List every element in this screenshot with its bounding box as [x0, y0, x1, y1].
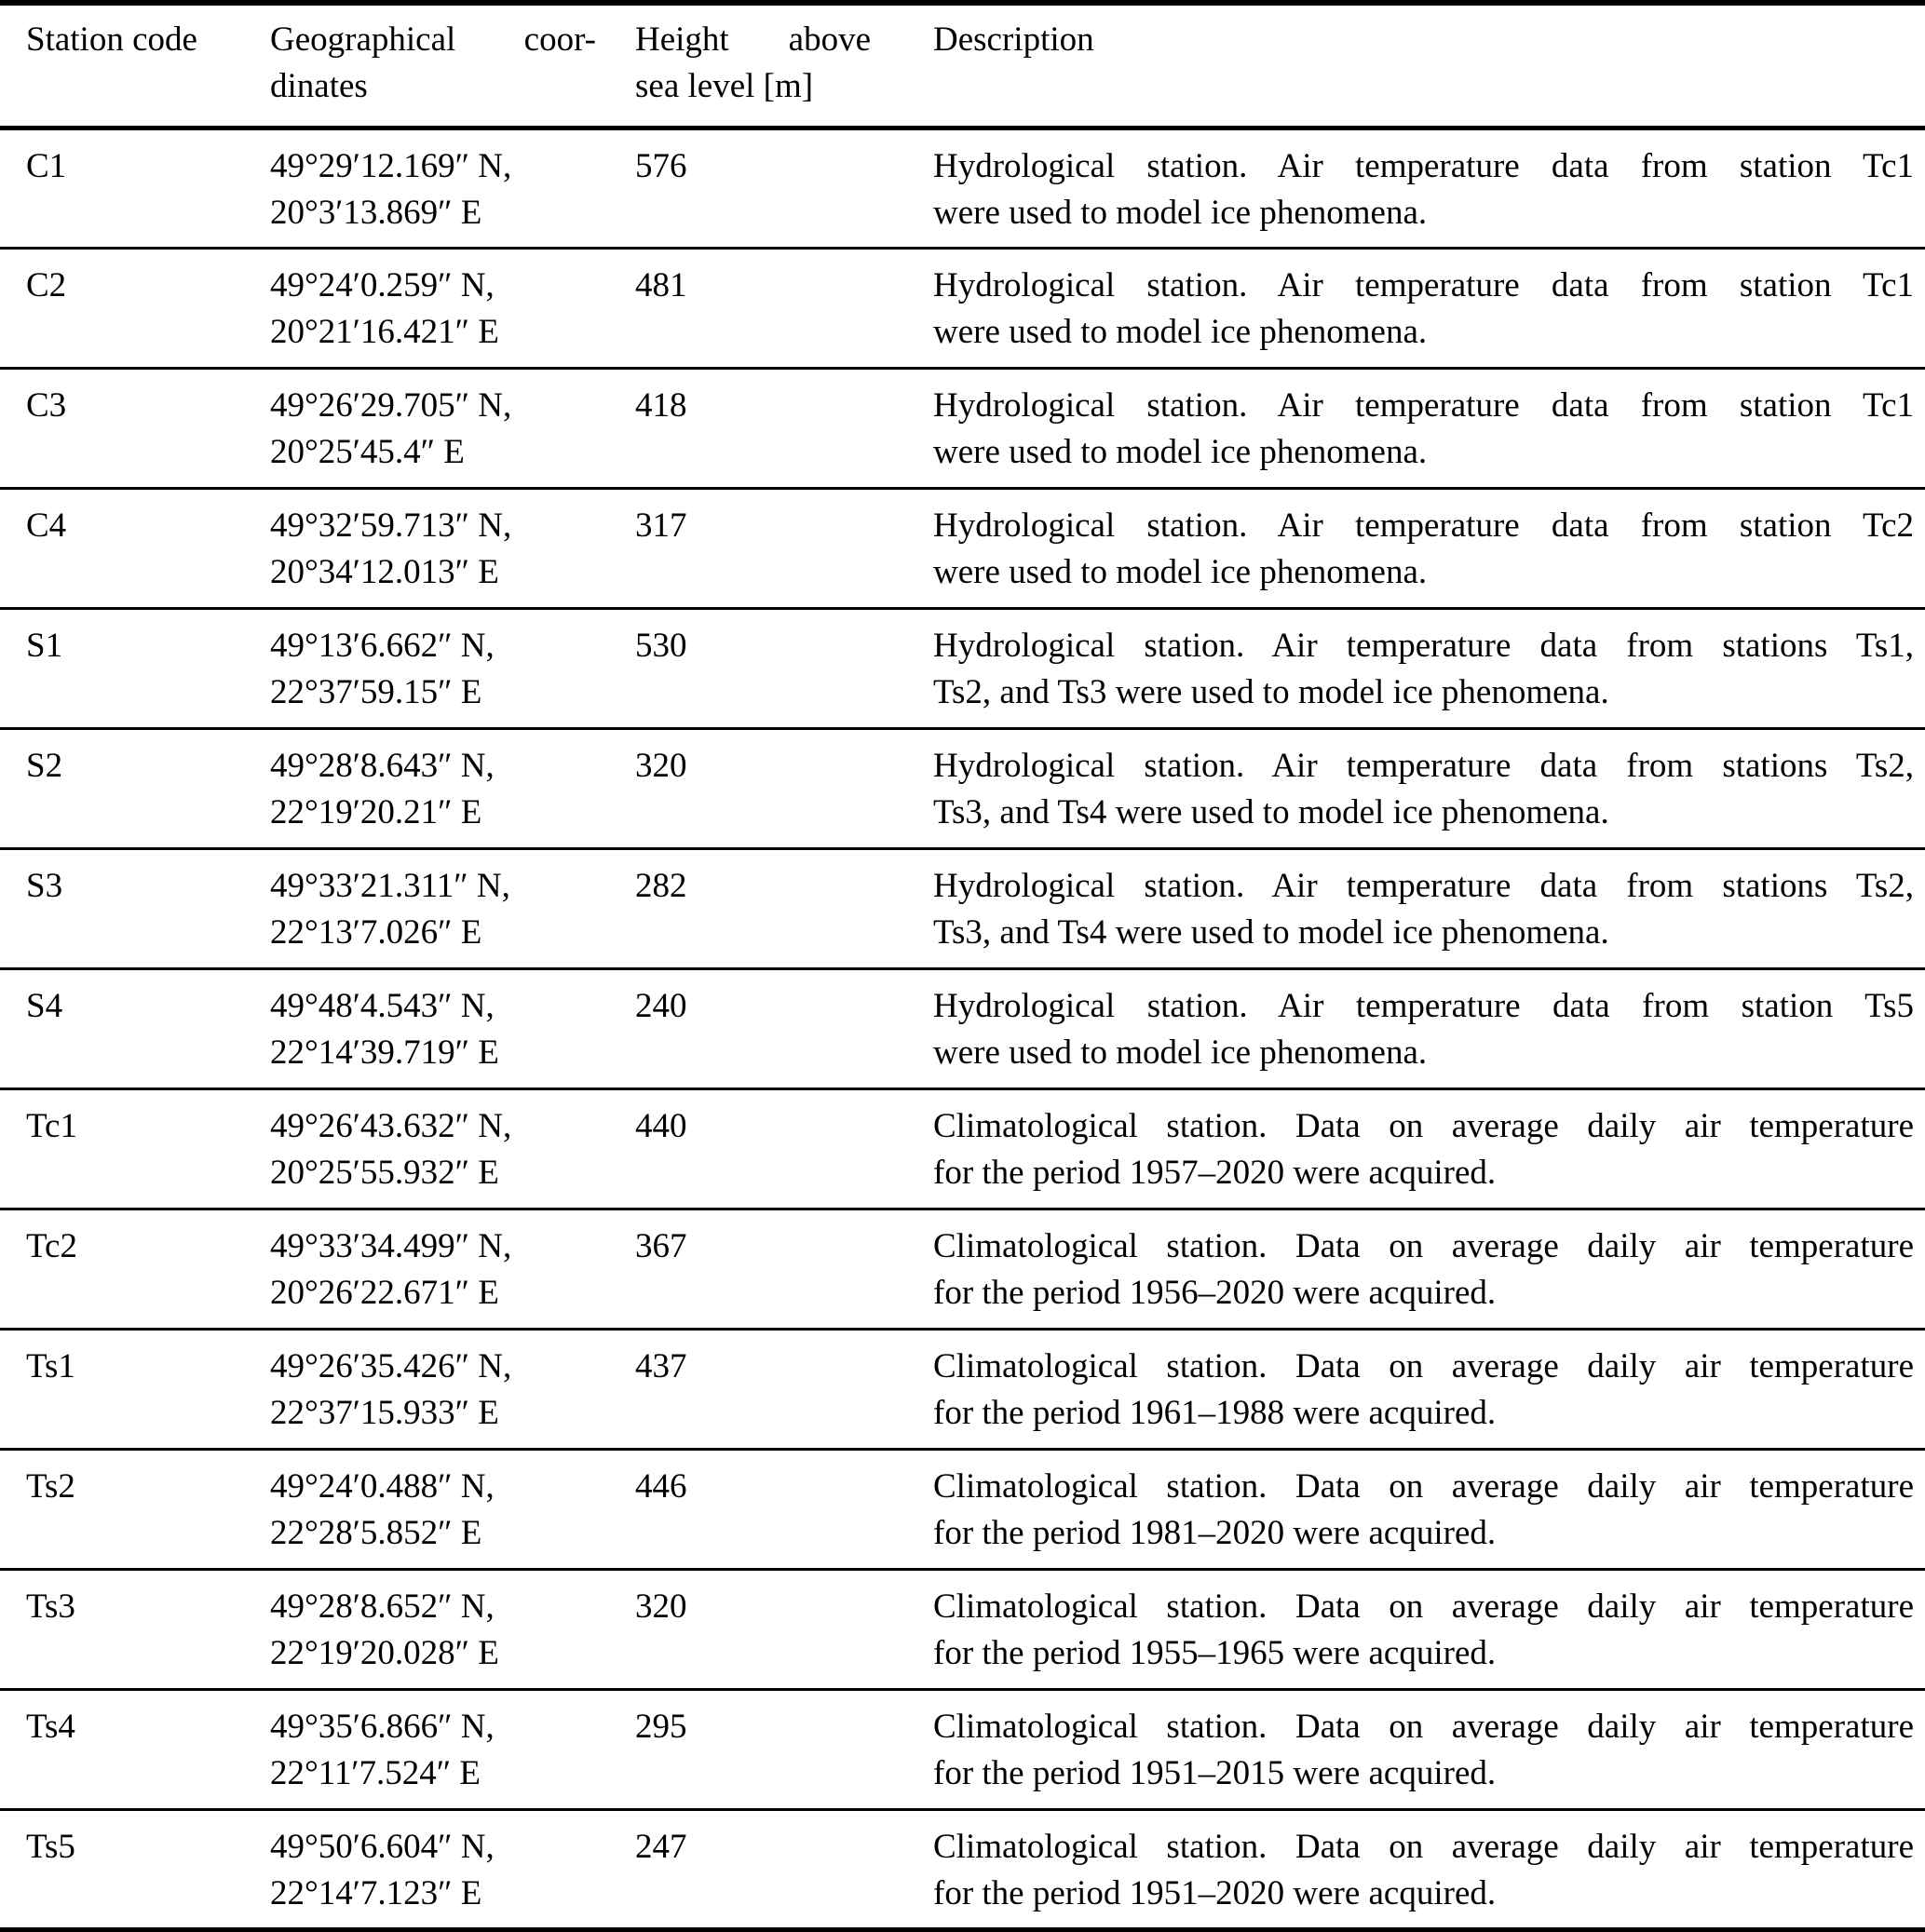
description-cell: [933, 728, 1925, 848]
station-code-cell: Ts5: [26, 1827, 75, 1866]
description-cell: [933, 1689, 1925, 1809]
description-line: for the period 1981–2020 were acquired.: [933, 1513, 1497, 1552]
description-line: were used to model ice phenomena.: [933, 432, 1428, 471]
coordinates-cell: [270, 1569, 635, 1689]
col-header-station-code: [0, 3, 270, 128]
coordinate-line: 49°24′0.488″ N,: [270, 1466, 495, 1506]
coordinate-line: 22°37′15.933″ E: [270, 1393, 499, 1432]
table-row: [0, 728, 1925, 848]
table-row: [0, 1088, 1925, 1209]
coordinate-line: 22°37′59.15″ E: [270, 672, 482, 711]
coordinate-line: 22°13′7.026″ E: [270, 912, 482, 952]
height-cell: 282: [635, 866, 687, 905]
coordinate-line: 49°28′8.643″ N,: [270, 746, 495, 785]
station-code-cell: Ts4: [26, 1707, 75, 1746]
description-line: were used to model ice phenomena.: [933, 312, 1428, 351]
description-cell: [933, 608, 1925, 728]
coordinate-line: 20°34′12.013″ E: [270, 552, 499, 591]
description-cell: [933, 1569, 1925, 1689]
coordinate-line: 49°24′0.259″ N,: [270, 265, 495, 304]
station-code-cell: C1: [26, 146, 67, 185]
coordinates-cell: [270, 1209, 635, 1329]
coordinates-cell: [270, 368, 635, 488]
table-row: [0, 968, 1925, 1088]
station-code-cell: C2: [26, 265, 67, 304]
description-line: Hydrological station. Air temperature data from station Tc2: [933, 506, 1914, 545]
description-line: Hydrological station. Air temperature data from stations Ts2,: [933, 866, 1914, 905]
table-row: [0, 1329, 1925, 1449]
header-line: Height above: [635, 20, 871, 59]
description-cell: [933, 1449, 1925, 1569]
description-line: Climatological station. Data on average daily air temperature: [933, 1827, 1914, 1866]
header-line: dinates: [270, 67, 368, 105]
coordinates-cell: [270, 728, 635, 848]
station-code-cell: Ts1: [26, 1346, 75, 1385]
station-code-cell: Tc2: [26, 1226, 77, 1265]
coordinate-line: 49°33′34.499″ N,: [270, 1226, 512, 1265]
coordinate-line: 22°14′39.719″ E: [270, 1033, 499, 1072]
coordinate-line: 49°50′6.604″ N,: [270, 1827, 495, 1866]
height-cell: 240: [635, 986, 687, 1025]
coordinate-line: 22°14′7.123″ E: [270, 1873, 482, 1912]
description-cell: [933, 368, 1925, 488]
coordinates-cell: [270, 608, 635, 728]
coordinate-line: 20°25′45.4″ E: [270, 432, 465, 471]
col-header-description: [933, 3, 1925, 128]
table-row: [0, 488, 1925, 608]
description-line: Hydrological station. Air temperature data from stations Ts2,: [933, 746, 1914, 785]
coordinate-line: 49°48′4.543″ N,: [270, 986, 495, 1025]
coordinate-line: 20°26′22.671″ E: [270, 1273, 499, 1312]
description-line: were used to model ice phenomena.: [933, 1033, 1428, 1072]
description-line: Hydrological station. Air temperature data from stations Ts1,: [933, 626, 1914, 665]
table-header: [0, 3, 1925, 128]
header-line: Geographical coor-: [270, 20, 596, 59]
station-code-cell: S2: [26, 746, 63, 785]
coordinate-line: 49°33′21.311″ N,: [270, 866, 510, 905]
description-line: for the period 1956–2020 were acquired.: [933, 1273, 1497, 1312]
header-line: sea level [m]: [635, 67, 814, 105]
description-line: Hydrological station. Air temperature data from station Tc1: [933, 385, 1914, 425]
table-row: [0, 1569, 1925, 1689]
description-line: for the period 1961–1988 were acquired.: [933, 1393, 1497, 1432]
description-line: Climatological station. Data on average daily air temperature: [933, 1466, 1914, 1506]
table-row: [0, 1449, 1925, 1569]
description-line: for the period 1957–2020 were acquired.: [933, 1153, 1497, 1192]
header-line: Description: [933, 20, 1094, 59]
table-row: [0, 248, 1925, 368]
station-code-cell: Ts3: [26, 1587, 75, 1626]
description-cell: [933, 488, 1925, 608]
station-code-cell: Ts2: [26, 1466, 75, 1506]
height-cell: 247: [635, 1827, 687, 1866]
description-line: for the period 1951–2020 were acquired.: [933, 1873, 1497, 1912]
header-line: Station code: [26, 20, 197, 59]
description-line: Ts3, and Ts4 were used to model ice phenomena.: [933, 912, 1609, 952]
description-cell: [933, 1809, 1925, 1929]
coordinates-cell: [270, 968, 635, 1088]
height-cell: 446: [635, 1466, 687, 1506]
description-line: Climatological station. Data on average daily air temperature: [933, 1587, 1914, 1626]
table-row: [0, 368, 1925, 488]
description-line: Ts3, and Ts4 were used to model ice phenomena.: [933, 792, 1609, 831]
station-code-cell: C3: [26, 385, 67, 425]
description-line: Climatological station. Data on average daily air temperature: [933, 1106, 1914, 1145]
coordinates-cell: [270, 848, 635, 968]
height-cell: 317: [635, 506, 687, 545]
height-cell: 481: [635, 265, 687, 304]
description-line: Ts2, and Ts3 were used to model ice phenomena.: [933, 672, 1609, 711]
height-cell: 576: [635, 146, 687, 185]
description-cell: [933, 1209, 1925, 1329]
coordinate-line: 49°13′6.662″ N,: [270, 626, 495, 665]
description-line: Climatological station. Data on average daily air temperature: [933, 1226, 1914, 1265]
table-body: [0, 128, 1925, 1929]
height-cell: 418: [635, 385, 687, 425]
station-code-cell: S3: [26, 866, 63, 905]
description-cell: [933, 248, 1925, 368]
height-cell: 320: [635, 1587, 687, 1626]
description-line: were used to model ice phenomena.: [933, 552, 1428, 591]
coordinate-line: 49°26′43.632″ N,: [270, 1106, 512, 1145]
table-row: [0, 848, 1925, 968]
coordinate-line: 49°26′35.426″ N,: [270, 1346, 512, 1385]
height-cell: 320: [635, 746, 687, 785]
description-line: Hydrological station. Air temperature data from station Tc1: [933, 146, 1914, 185]
description-cell: [933, 848, 1925, 968]
header-row: [0, 3, 1925, 128]
coordinates-cell: [270, 1689, 635, 1809]
coordinate-line: 22°28′5.852″ E: [270, 1513, 482, 1552]
coordinates-cell: [270, 1088, 635, 1209]
coordinate-line: 22°19′20.21″ E: [270, 792, 482, 831]
height-cell: 440: [635, 1106, 687, 1145]
station-code-cell: Tc1: [26, 1106, 77, 1145]
coordinate-line: 49°35′6.866″ N,: [270, 1707, 495, 1746]
coordinates-cell: [270, 488, 635, 608]
coordinates-cell: [270, 128, 635, 248]
table-row: [0, 1809, 1925, 1929]
station-code-cell: S4: [26, 986, 63, 1025]
description-line: Climatological station. Data on average daily air temperature: [933, 1346, 1914, 1385]
description-cell: [933, 128, 1925, 248]
table-row: [0, 1209, 1925, 1329]
coordinates-cell: [270, 1329, 635, 1449]
coordinates-cell: [270, 1449, 635, 1569]
coordinate-line: 22°19′20.028″ E: [270, 1633, 499, 1672]
coordinate-line: 20°21′16.421″ E: [270, 312, 499, 351]
coordinate-line: 49°32′59.713″ N,: [270, 506, 512, 545]
coordinate-line: 49°29′12.169″ N,: [270, 146, 512, 185]
table-row: [0, 1689, 1925, 1809]
description-cell: [933, 1088, 1925, 1209]
table-row: [0, 128, 1925, 248]
coordinate-line: 20°3′13.869″ E: [270, 193, 482, 232]
coordinate-line: 49°26′29.705″ N,: [270, 385, 512, 425]
height-cell: 437: [635, 1346, 687, 1385]
description-line: for the period 1951–2015 were acquired.: [933, 1753, 1497, 1792]
description-line: were used to model ice phenomena.: [933, 193, 1428, 232]
coordinate-line: 22°11′7.524″ E: [270, 1753, 481, 1792]
description-line: Climatological station. Data on average daily air temperature: [933, 1707, 1914, 1746]
description-cell: [933, 968, 1925, 1088]
height-cell: 530: [635, 626, 687, 665]
station-code-cell: S1: [26, 626, 63, 665]
station-code-cell: C4: [26, 506, 67, 545]
coordinate-line: 20°25′55.932″ E: [270, 1153, 499, 1192]
description-cell: [933, 1329, 1925, 1449]
table-row: [0, 608, 1925, 728]
coordinate-line: 49°28′8.652″ N,: [270, 1587, 495, 1626]
description-line: Hydrological station. Air temperature data from station Ts5: [933, 986, 1914, 1025]
description-line: Hydrological station. Air temperature data from station Tc1: [933, 265, 1914, 304]
coordinates-cell: [270, 248, 635, 368]
col-header-height-above-sea-level: [635, 3, 933, 128]
height-cell: 295: [635, 1707, 687, 1746]
col-header-geographical-coordinates: [270, 3, 635, 128]
height-cell: 367: [635, 1226, 687, 1265]
coordinates-cell: [270, 1809, 635, 1929]
description-line: for the period 1955–1965 were acquired.: [933, 1633, 1497, 1672]
